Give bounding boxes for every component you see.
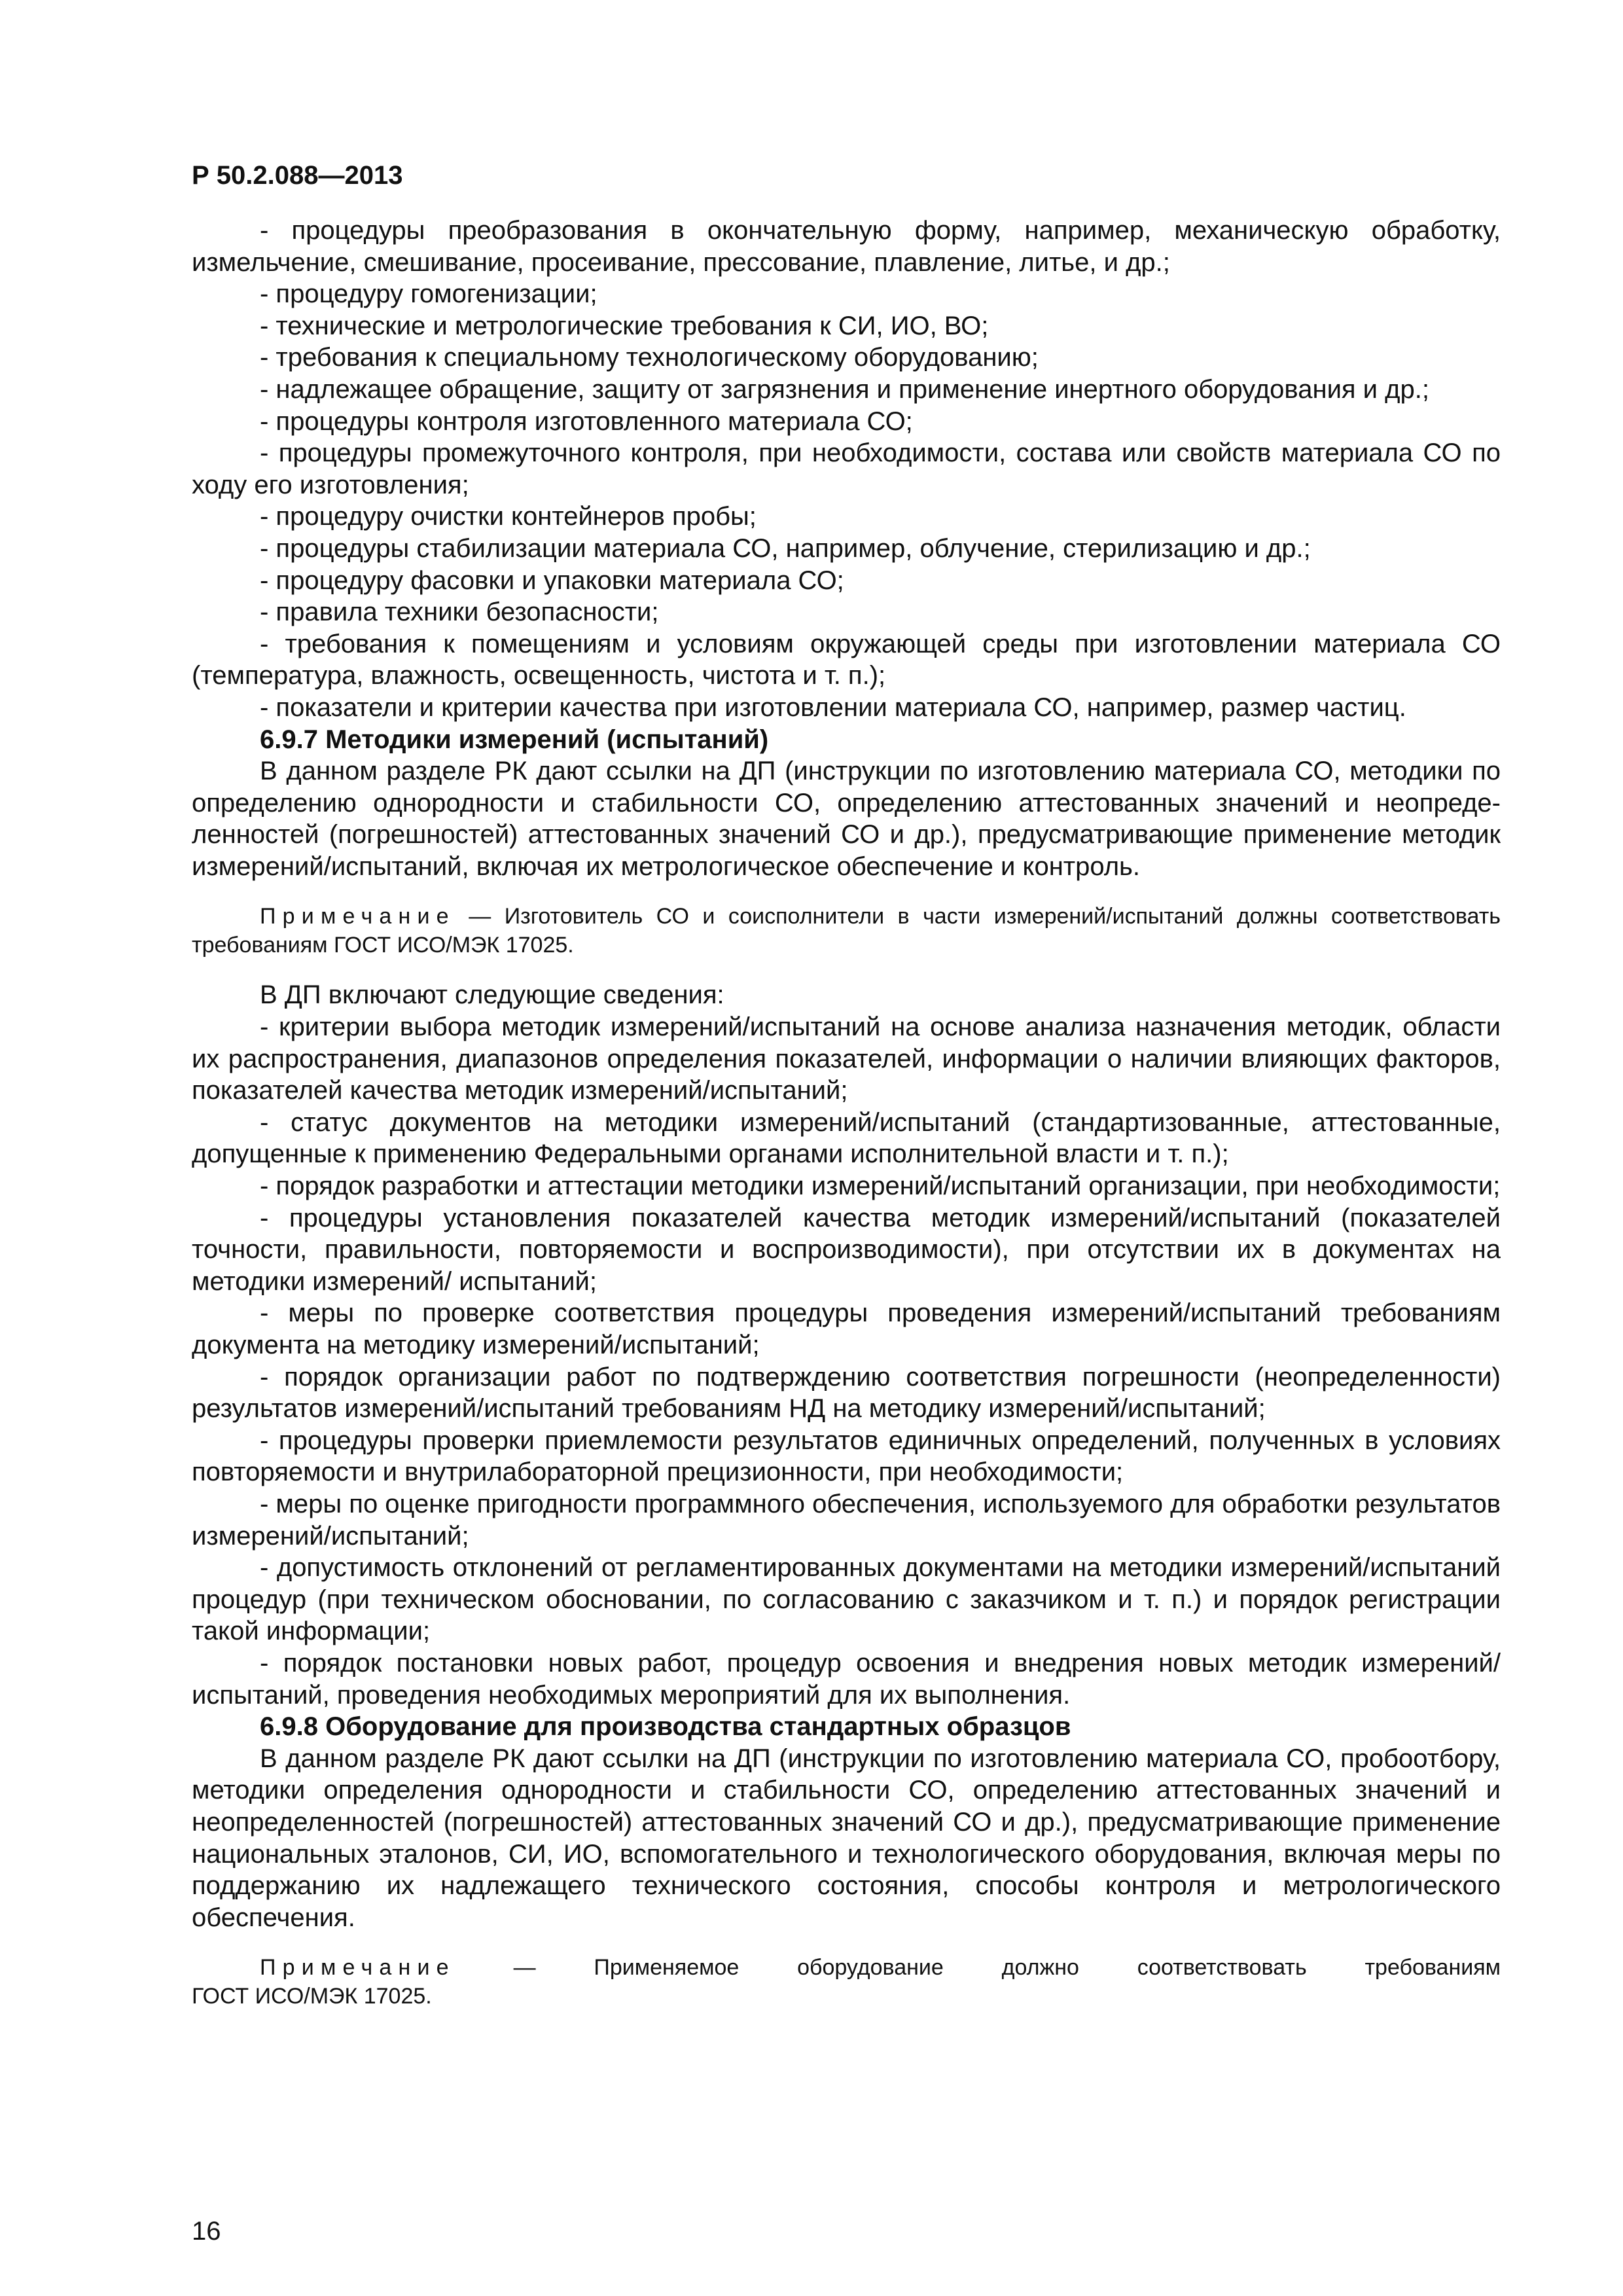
list-item: - статус документов на методики измерений/испытаний (стандартизованные, аттестованные, допущенные к применению Федеральными органами исполнительной власти и т. п.); (192, 1107, 1501, 1169)
list-item: - процедуру гомогенизации; (260, 279, 597, 309)
list-item: - процедуры стабилизации материала СО, например, облучение, стерилизацию и др.; (260, 533, 1311, 563)
requirements-list-2 (192, 1011, 1501, 1711)
list-item: - порядок организации работ по подтверждению соответствия погрешности (неопределенности) результатов измерений/испытаний требованиям НД на методику измерений/испытаний; (192, 1362, 1501, 1424)
list-item: - процедуры проверки приемлемости результатов единичных определений, полученных в условиях повторяемости и внутрилабораторной прецизионности, при необходимости; (192, 1426, 1501, 1487)
list-item: - надлежащее обращение, защиту от загрязнения и применение инертного оборудования и др.; (260, 374, 1429, 404)
section-paragraph-6-9-8: В данном разделе РК дают ссылки на ДП (инструкции по изготовлению материала СО, пробоотбору, методики определения однородности и стабильности СО, определению аттестованных значений и неопределенностей (погрешностей) аттестованных значений СО и др.), предусматривающие применение национальных эталонов, СИ, ИО, вспомогательного и технологического оборудования, включая меры по поддержанию их надлежащего технического состояния, способы контроля и метрологического обеспечения. (192, 1744, 1501, 1932)
list-item: - критерии выбора методик измерений/испытаний на основе анализа назначения методик, области их распространения, диапазонов определения показателей, информации о наличии влияющих факторов, показателей качества методик измерений/испытаний; (192, 1013, 1501, 1105)
list-item: - процедуры преобразования в окончательную форму, например, механическую обработку, измельчение, смешивание, просеивание, прессование, плавление, литье, и др.; (192, 216, 1501, 277)
list-item: - показатели и критерии качества при изготовлении материала СО, например, размер частиц. (260, 692, 1406, 722)
document-page (192, 157, 1501, 2246)
list-item: - меры по оценке пригодности программного обеспечения, используемого для обработки результатов измерений/испытаний; (192, 1489, 1501, 1551)
list-item: - меры по проверке соответствия процедуры проведения измерений/испытаний требованиям документа на методику измерений/испытаний; (192, 1299, 1501, 1359)
document-body (192, 215, 1501, 2011)
note-1-text: — Изготовитель СО и соисполнители в части измерений/испытаний должны соответствовать требованиям ГОСТ ИСО/МЭК 17025. (192, 904, 1501, 958)
list-item: - процедуры контроля изготовленного материала СО; (260, 406, 913, 436)
note-2-tail: ГОСТ ИСО/МЭК 17025. (192, 1984, 432, 2009)
list-item: - требования к специальному технологическому оборудованию; (260, 343, 1039, 372)
requirements-list-1 (192, 215, 1501, 724)
note-2-label: Примечание (260, 1955, 455, 1981)
list-item: - правила техники безопасности; (260, 598, 659, 627)
note-2-text: — Применяемое оборудование должно соответствовать требованиям (455, 1955, 1501, 1981)
list-item: - порядок разработки и аттестации методики измерений/испытаний организации, при необходимости; (260, 1172, 1501, 1201)
list-item: - порядок постановки новых работ, процедур освоения и внедрения новых методик измерений/испытаний, проведения необходимых мероприятий для их выполнения. (192, 1648, 1501, 1710)
list-item: - процедуры установления показателей качества методик измерений/испытаний (показателей точности, правильности, повторяемости и воспроизводимости), при отсутствии их в документах на методики измерений/ испытаний; (192, 1203, 1501, 1296)
list-item: - технические и метрологические требования к СИ, ИО, ВО; (260, 311, 989, 340)
list-item: - процедуры промежуточного контроля, при необходимости, состава или свойств материала СО по ходу его изготовления; (192, 439, 1501, 499)
note-2 (192, 1953, 1501, 1982)
note-1-label: Примечание (260, 904, 455, 929)
section-heading-6-9-7: 6.9.7 Методики измерений (испытаний) (260, 725, 769, 754)
document-code: Р 50.2.088—2013 (192, 161, 403, 190)
list-item: - требования к помещениям и условиям окружающей среды при изготовлении материала СО (температура, влажность, освещенность, чистота и т. п.); (192, 629, 1501, 691)
section-heading-6-9-8: 6.9.8 Оборудование для производства стандартных образцов (260, 1712, 1071, 1742)
note-1 (192, 902, 1501, 960)
section-paragraph-6-9-7: В данном разделе РК дают ссылки на ДП (инструкции по изготовлению материала СО, методики по определению однородности и стабильности СО, определению аттестованных значений и неопределенностей (погрешностей) аттестованных значений СО и др.), предусматривающие применение методик измерений/испытаний, включая их метрологическое обеспечение и контроль. (192, 757, 1501, 881)
list-item: - допустимость отклонений от регламентированных документами на методики измерений/испытаний процедур (при техническом обосновании, по согласованию с заказчиком и т. п.) и порядок регистрации такой информации; (192, 1553, 1501, 1646)
list-item: - процедуру фасовки и упаковки материала СО; (260, 565, 844, 595)
dp-intro: В ДП включают следующие сведения: (260, 980, 724, 1010)
page-number: 16 (192, 2217, 221, 2246)
list-item: - процедуру очистки контейнеров пробы; (260, 502, 757, 531)
